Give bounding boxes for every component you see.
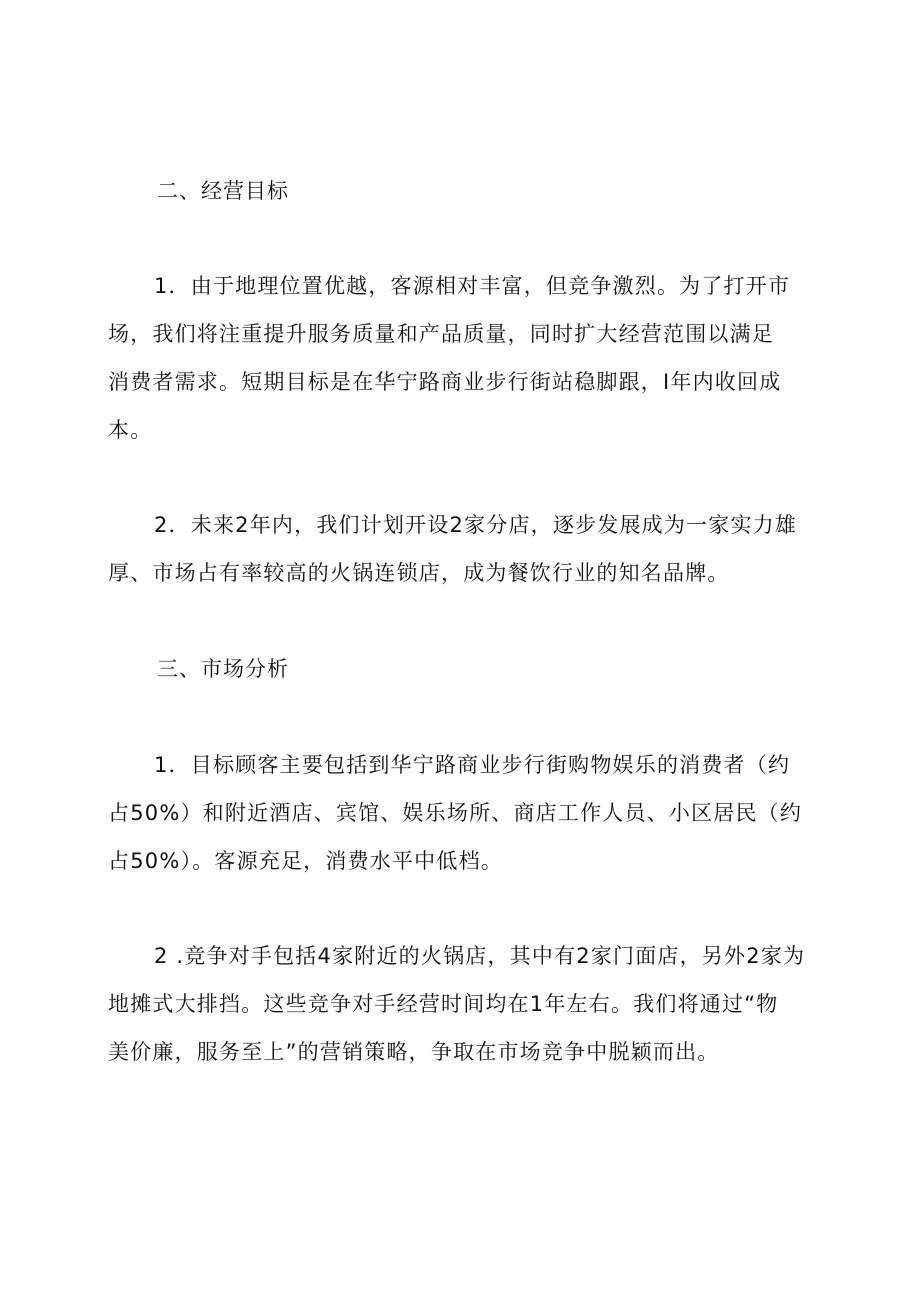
section-heading-market-analysis: 三、市场分析 [157, 657, 289, 681]
paragraph-line: 本。 [108, 418, 153, 442]
paragraph-market-1 [108, 741, 828, 885]
paragraph-line: 1．由于地理位置优越，客源相对丰富，但竞争激烈。为了打开市 [154, 274, 791, 298]
paragraph-line: 厚、市场占有率较高的火锅连锁店，成为餐饮行业的知名品牌。 [108, 561, 730, 585]
section-heading-business-goals: 二、经营目标 [157, 179, 289, 203]
paragraph-line: 占50%）。客源充足，消费水平中低档。 [108, 849, 503, 873]
paragraph-line: 2 .竞争对手包括4家附近的火锅店，其中有2家门面店，另外2家为 [154, 944, 806, 968]
paragraph-market-2 [108, 932, 828, 1076]
paragraph-line: 消费者需求。短期目标是在华宁路商业步行街站稳脚跟，I年内收回成 [108, 370, 782, 394]
paragraph-line: 美价廉，服务至上”的营销策略，争取在市场竞争中脱颖而出。 [108, 1040, 720, 1064]
paragraph-line: 地摊式大排挡。这些竞争对手经营时间均在1年左右。我们将通过“物 [108, 992, 779, 1016]
paragraph-goal-2 [108, 501, 828, 597]
paragraph-line: 场，我们将注重提升服务质量和产品质量，同时扩大经营范围以满足 [108, 322, 774, 346]
paragraph-line: 占50%）和附近酒店、宾馆、娱乐场所、商店工作人员、小区居民（约 [108, 801, 803, 825]
paragraph-line: 2．未来2年内，我们计划开设2家分店，逐步发展成为一家实力雄 [154, 513, 798, 537]
paragraph-goal-1 [108, 262, 828, 454]
paragraph-line: 1．目标顾客主要包括到华宁路商业步行街购物娱乐的消费者（约 [154, 753, 791, 777]
